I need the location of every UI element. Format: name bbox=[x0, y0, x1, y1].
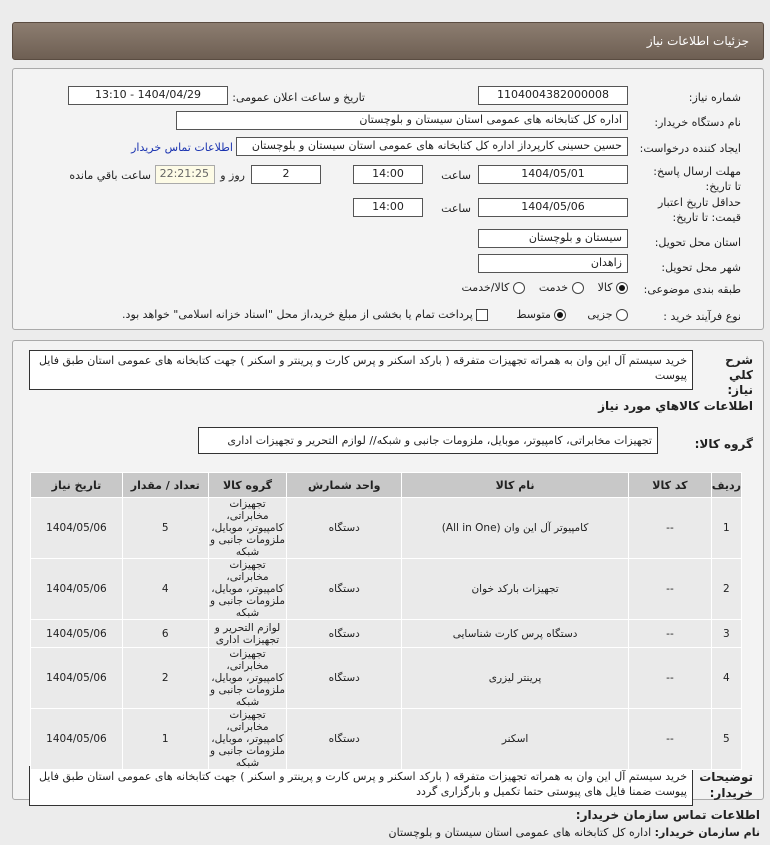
cell-group: تجهیزات مخابراتی، کامپیوتر، موبایل، ملزومات جانبی و شبکه bbox=[210, 709, 285, 769]
cell-row: 4 bbox=[711, 648, 741, 709]
deadline-label: مهلت ارسال پاسخ: تا تاریخ: bbox=[653, 165, 741, 193]
cell-qty: 6 bbox=[122, 620, 208, 648]
category-label: طبقه بندی موضوعی: bbox=[643, 283, 741, 296]
page-header bbox=[12, 22, 764, 60]
page-title: جزئیات اطلاعات نیاز bbox=[646, 34, 749, 48]
cell-unit: دستگاه bbox=[287, 559, 402, 620]
creator-field: حسین حسینی کارپرداز اداره کل کتابخانه های عمومی استان سیستان و بلوچستان bbox=[236, 137, 628, 156]
radio-goods[interactable] bbox=[616, 282, 628, 294]
cell-code: -- bbox=[629, 709, 712, 770]
need-number-field: 1104004382000008 bbox=[478, 86, 628, 105]
radio-goods-service-label: کالا/خدمت bbox=[461, 281, 510, 294]
contact-title: اطلاعات تماس سازمان خریدار: bbox=[575, 808, 760, 822]
process-options bbox=[122, 308, 628, 321]
cell-group: تجهیزات مخابراتی، کامپیوتر، موبایل، ملزومات جانبی و شبکه bbox=[210, 648, 285, 708]
contact-org-value: اداره کل کتابخانه های عمومی استان سیستان و بلوچستان bbox=[388, 826, 652, 839]
validity-time-label: ساعت bbox=[441, 202, 471, 215]
cell-group: لوازم التحریر و تجهیزات اداری bbox=[208, 620, 287, 648]
buyer-notes-text: خرید سیستم آل این وان به همراته تجهیزات متفرقه ( بارکد اسکنر و پرس کارت و پرینتر و اسکنر ) جهت کتابخانه های عمومی استان طبق فایل پیوست ضمنا فایل های پیوستی حتما تکمیل و بارگزاری گردد bbox=[29, 766, 693, 806]
category-options bbox=[462, 281, 629, 294]
announce-label: تاریخ و ساعت اعلان عمومی: bbox=[232, 91, 365, 104]
deadline-time-label: ساعت bbox=[441, 169, 471, 182]
cell-name: دستگاه پرس کارت شناسایی bbox=[402, 620, 629, 648]
summary-label: شرح کلي نياز: bbox=[725, 353, 753, 397]
contact-org-label: نام سازمان خریدار: bbox=[654, 826, 760, 839]
col-name: نام کالا bbox=[402, 473, 629, 498]
cell-unit: دستگاه bbox=[287, 648, 402, 709]
cell-row: 2 bbox=[711, 559, 741, 620]
cell-name: کامپیوتر آل این وان (All in One) bbox=[402, 498, 629, 559]
cell-row: 1 bbox=[711, 498, 741, 559]
deadline-date-field: 1404/05/01 bbox=[478, 165, 628, 184]
col-group: گروه کالا bbox=[208, 473, 287, 498]
cell-qty: 2 bbox=[122, 648, 208, 709]
radio-minor[interactable] bbox=[616, 309, 628, 321]
radio-medium[interactable] bbox=[554, 309, 566, 321]
treasury-payment-checkbox[interactable] bbox=[476, 309, 488, 321]
cell-unit: دستگاه bbox=[287, 709, 402, 770]
cell-code: -- bbox=[629, 620, 712, 648]
province-field: سیستان و بلوچستان bbox=[478, 229, 628, 248]
validity-time-field: 14:00 bbox=[353, 198, 423, 217]
col-date: تاریخ نیاز bbox=[31, 473, 123, 498]
cell-date: 1404/05/06 bbox=[31, 620, 123, 648]
table-row bbox=[31, 498, 742, 559]
buyer-label: نام دستگاه خریدار: bbox=[654, 116, 741, 129]
table-row bbox=[31, 620, 742, 648]
goods-section-title: اطلاعات کالاهاي مورد نياز bbox=[598, 399, 753, 413]
days-label: روز و bbox=[220, 169, 245, 182]
group-field: تجهیزات مخابراتی، کامپیوتر، موبایل، ملزومات جانبی و شبکه// لوازم التحریر و تجهیزات اداری bbox=[198, 427, 658, 454]
summary-text: خرید سیستم آل این وان به همراته تجهیزات متفرقه ( بارکد اسکنر و پرس کارت و پرینتر و اسکنر ) جهت کتابخانه های عمومی استان طبق فایل پیوست bbox=[29, 350, 693, 390]
deadline-time-field: 14:00 bbox=[353, 165, 423, 184]
radio-service[interactable] bbox=[572, 282, 584, 294]
cell-date: 1404/05/06 bbox=[31, 709, 123, 770]
remaining-time-field: 22:21:25 bbox=[155, 165, 215, 184]
announce-field: 1404/04/29 - 13:10 bbox=[68, 86, 228, 105]
need-number-label: شماره نیاز: bbox=[688, 91, 741, 104]
table-header-row bbox=[31, 473, 742, 498]
cell-name: تجهیزات بارکد خوان bbox=[402, 559, 629, 620]
province-label: استان محل تحویل: bbox=[654, 236, 741, 249]
treasury-payment-note: پرداخت تمام یا بخشی از مبلغ خرید،از محل "اسناد خزانه اسلامی" خواهد بود. bbox=[122, 308, 473, 321]
radio-service-label: خدمت bbox=[538, 281, 569, 294]
cell-name: پرینتر لیزری bbox=[402, 648, 629, 709]
validity-date-field: 1404/05/06 bbox=[478, 198, 628, 217]
radio-medium-label: متوسط bbox=[516, 308, 551, 321]
cell-qty: 4 bbox=[122, 559, 208, 620]
city-field: زاهدان bbox=[478, 254, 628, 273]
col-qty: تعداد / مقدار bbox=[122, 473, 208, 498]
contact-org bbox=[389, 826, 760, 839]
cell-group: تجهیزات مخابراتی، کامپیوتر، موبایل، ملزومات جانبی و شبکه bbox=[210, 498, 285, 558]
cell-qty: 5 bbox=[122, 498, 208, 559]
cell-date: 1404/05/06 bbox=[31, 648, 123, 709]
process-label: نوع فرآیند خرید : bbox=[663, 310, 741, 323]
radio-goods-service[interactable] bbox=[513, 282, 525, 294]
cell-date: 1404/05/06 bbox=[31, 559, 123, 620]
table-row bbox=[31, 648, 742, 709]
details-panel bbox=[12, 68, 764, 330]
creator-label: ایجاد کننده درخواست: bbox=[639, 142, 741, 155]
col-code: کد کالا bbox=[629, 473, 712, 498]
table-row bbox=[31, 709, 742, 770]
cell-unit: دستگاه bbox=[287, 498, 402, 559]
goods-table bbox=[30, 472, 742, 770]
col-row: ردیف bbox=[711, 473, 741, 498]
radio-minor-label: جزیی bbox=[587, 308, 613, 321]
cell-row: 3 bbox=[711, 620, 741, 648]
cell-name: اسکنر bbox=[402, 709, 629, 770]
group-label: گروه کالا: bbox=[694, 437, 753, 451]
cell-code: -- bbox=[629, 648, 712, 709]
col-unit: واحد شمارش bbox=[287, 473, 402, 498]
radio-goods-label: کالا bbox=[597, 281, 613, 294]
cell-unit: دستگاه bbox=[287, 620, 402, 648]
days-field: 2 bbox=[251, 165, 321, 184]
contact-buyer-link[interactable]: اطلاعات تماس خریدار bbox=[131, 141, 233, 154]
remaining-label: ساعت باقي مانده bbox=[69, 169, 151, 182]
validity-label: حداقل تاریخ اعتبار قیمت: تا تاریخ: bbox=[657, 196, 741, 224]
table-row bbox=[31, 559, 742, 620]
notes-label: توضیحات خریدار: bbox=[699, 770, 753, 800]
cell-date: 1404/05/06 bbox=[31, 498, 123, 559]
cell-group: تجهیزات مخابراتی، کامپیوتر، موبایل، ملزومات جانبی و شبکه bbox=[210, 559, 285, 619]
cell-qty: 1 bbox=[122, 709, 208, 770]
cell-code: -- bbox=[629, 498, 712, 559]
cell-row: 5 bbox=[711, 709, 741, 770]
city-label: شهر محل تحویل: bbox=[661, 261, 741, 274]
buyer-field: اداره کل کتابخانه های عمومی استان سیستان و بلوچستان bbox=[176, 111, 628, 130]
cell-code: -- bbox=[629, 559, 712, 620]
